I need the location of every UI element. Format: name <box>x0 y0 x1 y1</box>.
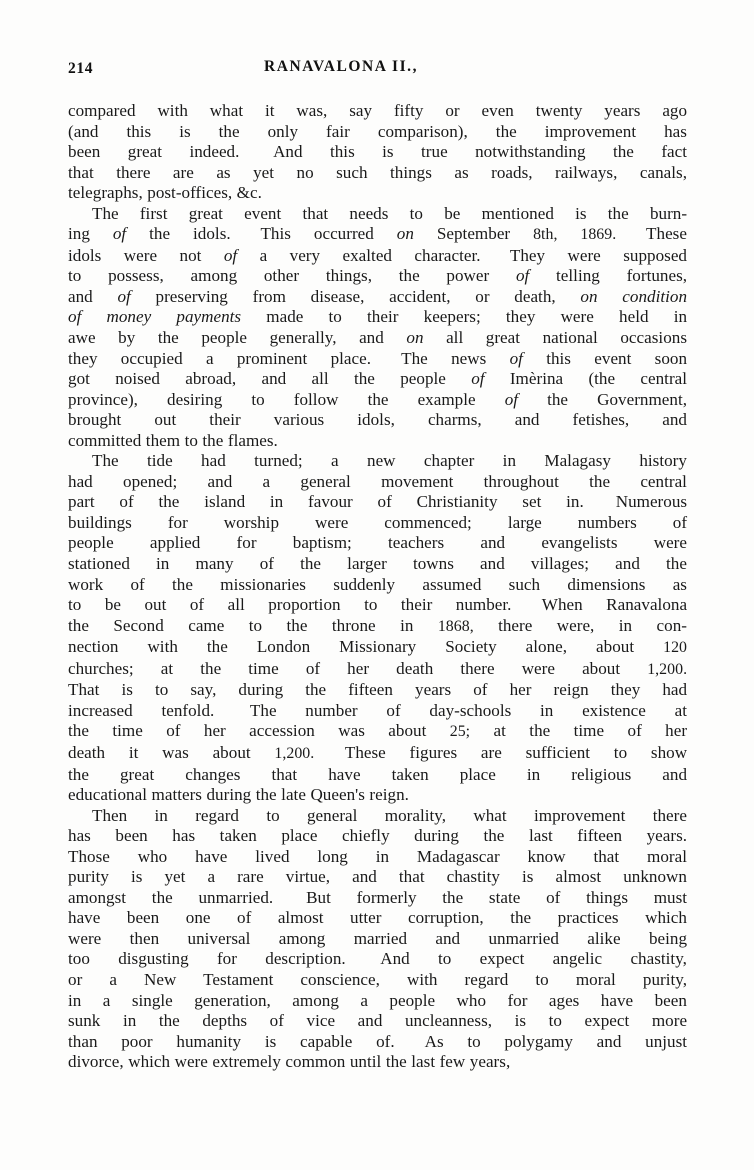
body-text-block <box>68 101 687 1073</box>
text-line: Those who have lived long in Madagascar know that moral <box>68 846 687 866</box>
italic-phrase: on <box>580 286 598 306</box>
italic-phrase: of <box>471 369 485 389</box>
text-line: province), desiring to follow the example of the Government, <box>68 389 688 409</box>
numeral: 1,200. <box>274 744 315 762</box>
paragraph-1 <box>68 101 687 204</box>
text-line: sunk in the depths of vice and uncleanness, is to expect more <box>68 1011 688 1031</box>
italic-phrase: of <box>117 286 131 306</box>
text-line: educational matters during the late Queen's reign. <box>68 785 409 805</box>
text-line: been great indeed. And this is true notwithstanding the fact <box>68 142 688 162</box>
text-line: buildings for worship were commenced; large numbers of <box>68 512 688 532</box>
text-line: the great changes that have taken place in religious and <box>68 764 688 784</box>
numeral: 25; <box>449 723 471 741</box>
text-line: part of the island in favour of Christianity set in. Numerous <box>68 492 688 512</box>
numeral: 1,200. <box>647 660 688 678</box>
text-line: stationed in many of the larger towns and villages; and the <box>68 554 687 574</box>
text-line: or a New Testament conscience, with regard to moral purity, <box>68 969 688 989</box>
paragraph-4 <box>68 806 687 1073</box>
text-line: amongst the unmarried. But formerly the state of things must <box>68 887 688 907</box>
text-line: were then universal among married and unmarried alike being <box>68 928 688 948</box>
text-line: idols were not of a very exalted character. They were supposed <box>68 245 687 265</box>
text-line: brought out their various idols, charms, and fetishes, and <box>68 410 687 430</box>
running-head <box>68 58 686 82</box>
text-line: than poor humanity is capable of. As to polygamy and unjust <box>68 1031 688 1051</box>
numeral: 8th, <box>533 226 558 244</box>
italic-phrase: of <box>223 245 238 265</box>
text-line: too disgusting for description. And to expect angelic chastity, <box>68 949 687 969</box>
italic-phrase: of <box>68 307 82 327</box>
text-line: the Second came to the throne in 1868, there were, in con- <box>68 615 687 635</box>
text-line: telegraphs, post-offices, &c. <box>68 183 262 203</box>
italic-phrase: money <box>106 307 152 327</box>
text-line: had opened; and a general movement throughout the central <box>68 471 687 491</box>
text-line: the time of her accession was about 25; at the time of her <box>68 721 688 741</box>
text-line: Then in regard to general morality, what improvement there <box>92 805 687 825</box>
italic-phrase: payments <box>176 307 242 327</box>
text-line: That is to say, during the fifteen years of her reign they had <box>68 680 688 700</box>
italic-phrase: of <box>504 389 519 409</box>
text-line: got noised abroad, and all the people of Imèrina (the central <box>68 369 688 389</box>
text-line: committed them to the flames. <box>68 430 278 450</box>
italic-phrase: condition <box>622 286 688 306</box>
italic-phrase: on <box>406 328 424 348</box>
italic-phrase: on <box>396 224 414 244</box>
italic-phrase: of <box>509 348 523 368</box>
text-line: to be out of all proportion to their number. When Ranavalona <box>68 595 688 615</box>
italic-phrase: of <box>112 224 127 244</box>
text-line: awe by the people generally, and on all great national occasions <box>68 328 687 348</box>
text-line: to possess, among other things, the power of telling fortunes, <box>68 266 688 286</box>
text-line: churches; at the time of her death there were about 1,200. <box>68 658 688 678</box>
text-line: they occupied a prominent place. The news of this event soon <box>68 348 688 368</box>
text-line: of money payments made to their keepers; they were held in <box>68 307 688 327</box>
text-line: has been has taken place chiefly during the last fifteen years. <box>68 826 688 846</box>
italic-phrase: of <box>515 266 530 286</box>
paragraph-3 <box>68 451 687 805</box>
text-line: purity is yet a rare virtue, and that chastity is almost unknown <box>68 867 687 887</box>
running-head-title: RANAVALONA II., <box>263 58 419 75</box>
text-line: death it was about 1,200. These figures are sufficient to show <box>68 742 688 762</box>
paragraph-2 <box>68 204 687 452</box>
numeral: 1868, <box>437 617 474 635</box>
text-line: and of preserving from disease, accident, or death, on condition <box>68 286 688 306</box>
text-line: increased tenfold. The number of day-schools in existence at <box>68 700 687 720</box>
numeral: 1869. <box>580 226 617 244</box>
text-line: The first great event that needs to be mentioned is the burn- <box>92 203 688 223</box>
text-line: nection with the London Missionary Society alone, about 120 <box>68 637 688 657</box>
text-line: divorce, which were extremely common until the last few years, <box>68 1052 511 1072</box>
text-line: (and this is the only fair comparison), the improvement has <box>68 121 687 141</box>
text-line: have been one of almost utter corruption, the practices which <box>68 908 687 928</box>
page-number: 214 <box>68 60 94 77</box>
text-line: in a single generation, among a people who for ages have been <box>68 990 687 1010</box>
text-line: ing of the idols. This occurred on September 8th, 1869. These <box>68 224 687 244</box>
text-line: compared with what it was, say fifty or even twenty years ago <box>68 101 688 120</box>
text-line: work of the missionaries suddenly assumed such dimensions as <box>68 574 687 594</box>
text-line: The tide had turned; a new chapter in Malagasy history <box>92 451 687 471</box>
numeral: 120 <box>663 639 688 657</box>
text-line: that there are as yet no such things as roads, railways, canals, <box>68 162 687 182</box>
text-line: people applied for baptism; teachers and evangelists were <box>68 533 687 553</box>
